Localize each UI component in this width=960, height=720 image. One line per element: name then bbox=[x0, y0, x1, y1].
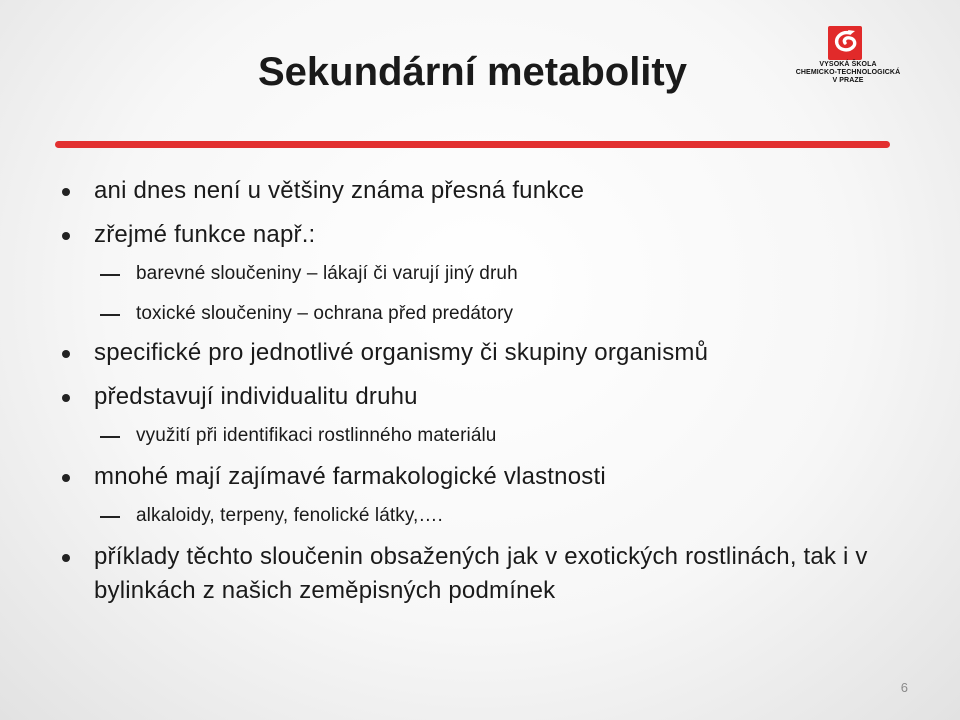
sub-bullet-item bbox=[60, 502, 930, 530]
vscht-logo-icon bbox=[828, 26, 862, 60]
university-logo bbox=[784, 20, 912, 82]
sub-bullet-item bbox=[60, 422, 930, 450]
dash-bullet-icon bbox=[100, 314, 120, 316]
sub-bullet-text: toxické sloučeniny – ochrana před predátory bbox=[136, 303, 514, 324]
bullet-text: představují individualitu druhu bbox=[94, 383, 418, 410]
bullet-item bbox=[60, 174, 930, 208]
bullet-item bbox=[60, 380, 930, 414]
logo-line-1: VYSOKÁ ŠKOLA bbox=[819, 61, 877, 68]
dash-bullet-icon bbox=[100, 516, 120, 518]
bullet-text: zřejmé funkce např.: bbox=[94, 221, 316, 248]
slide-title: Sekundární metabolity bbox=[258, 50, 687, 94]
bullet-text: specifické pro jednotlivé organismy či skupiny organismů bbox=[94, 339, 709, 366]
bullet-dot-icon bbox=[62, 474, 70, 482]
bullet-dot-icon bbox=[62, 188, 70, 196]
bullet-dot-icon bbox=[62, 350, 70, 358]
sub-bullet-text: využití při identifikaci rostlinného materiálu bbox=[136, 425, 497, 446]
logo-line-3: V PRAZE bbox=[832, 77, 864, 84]
bullet-text: ani dnes není u většiny známa přesná funkce bbox=[94, 177, 585, 204]
bullet-item bbox=[60, 540, 930, 608]
dash-bullet-icon bbox=[100, 274, 120, 276]
sub-bullet-item bbox=[60, 260, 930, 288]
bullet-item bbox=[60, 336, 930, 370]
logo-line-2: CHEMICKO-TECHNOLOGICKÁ bbox=[795, 69, 901, 76]
dash-bullet-icon bbox=[100, 436, 120, 438]
bullet-dot-icon bbox=[62, 394, 70, 402]
page-number: 6 bbox=[900, 680, 908, 695]
sub-bullet-text: alkaloidy, terpeny, fenolické látky,…. bbox=[136, 505, 443, 526]
bullet-text: mnohé mají zajímavé farmakologické vlastnosti bbox=[94, 463, 606, 490]
sub-bullet-item bbox=[60, 300, 930, 328]
bullet-item bbox=[60, 218, 930, 252]
logo-text bbox=[784, 61, 912, 85]
bullet-list bbox=[60, 174, 930, 618]
bullet-dot-icon bbox=[62, 232, 70, 240]
bullet-item bbox=[60, 460, 930, 494]
bullet-text: příklady těchto sloučenin obsažených jak v exotických rostlinách, tak i v bylinkách z našich zeměpisných podmínek bbox=[94, 543, 868, 604]
bullet-dot-icon bbox=[62, 554, 70, 562]
title-divider bbox=[55, 141, 890, 148]
sub-bullet-text: barevné sloučeniny – lákají či varují jiný druh bbox=[136, 263, 518, 284]
